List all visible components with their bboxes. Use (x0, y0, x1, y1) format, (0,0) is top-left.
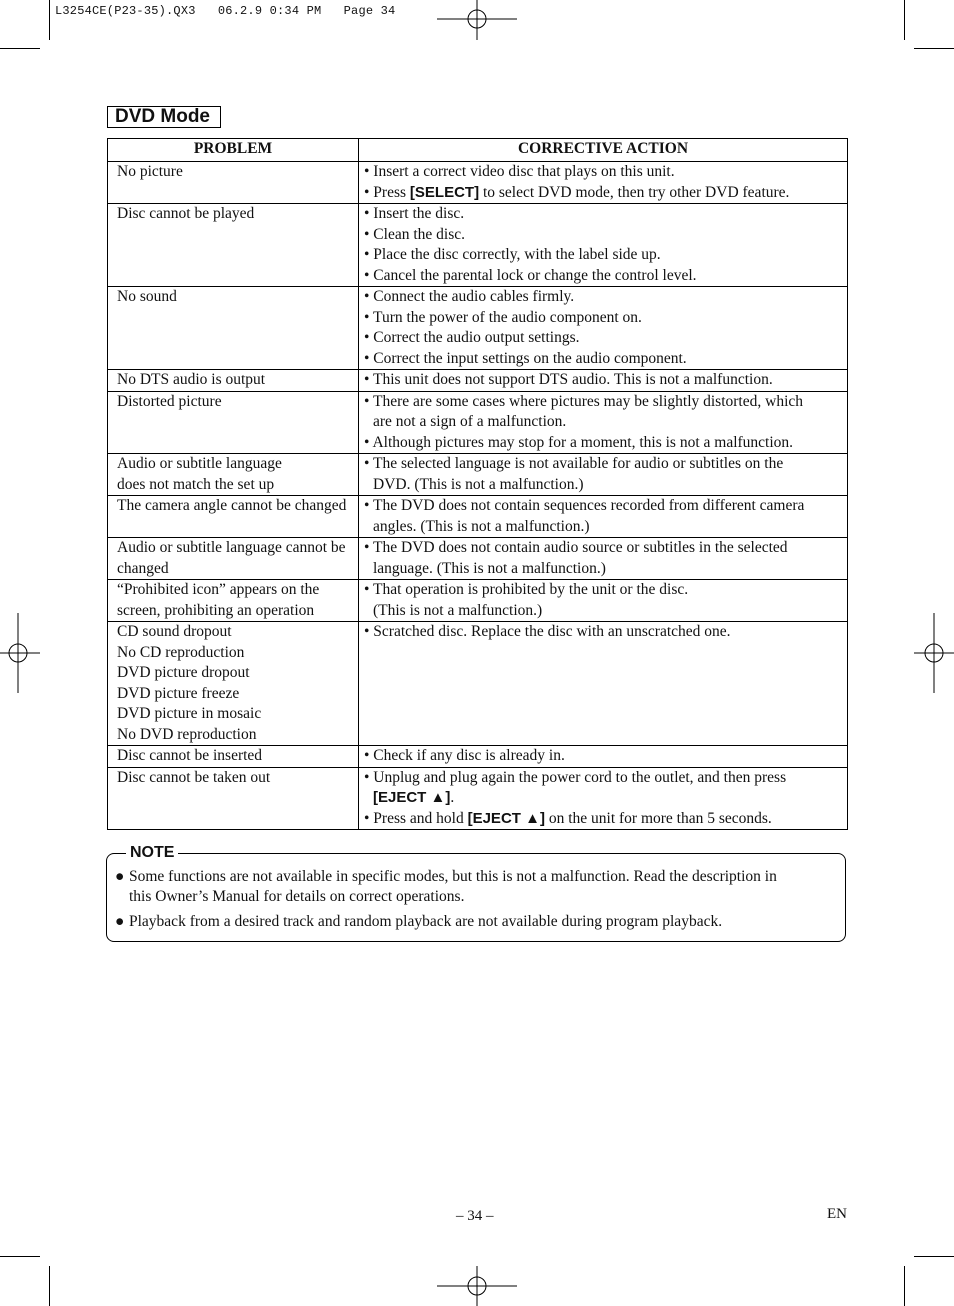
problem-cell (108, 391, 359, 454)
problem-text: Audio or subtitle language (117, 455, 282, 472)
corrective-action-cell (359, 538, 848, 580)
problem-cell (108, 454, 359, 496)
corrective-action-cell (359, 287, 848, 370)
crop-mark (904, 1266, 905, 1306)
table-row (108, 287, 848, 370)
action-text: • Press and hold (364, 809, 468, 827)
action-line (364, 183, 845, 204)
action-line: • There are some cases where pictures may be slightly distorted, which (364, 392, 804, 410)
crop-mark (904, 0, 905, 40)
button-key-label: [SELECT] (409, 183, 480, 201)
problem-text: Disc cannot be played (117, 205, 255, 222)
action-line: angles. (This is not a malfunction.) (373, 517, 590, 535)
problem-text: changed (117, 559, 169, 577)
page-number: – 34 – (456, 1208, 494, 1224)
table-row (108, 496, 848, 538)
corrective-action-cell (359, 391, 848, 454)
crop-mark (914, 48, 954, 49)
table-row (108, 204, 848, 287)
action-text: • Press (364, 183, 410, 201)
corrective-action-cell (359, 454, 848, 496)
bullet-icon: ● (115, 913, 125, 930)
action-line: • Place the disc correctly, with the label side up. (364, 246, 661, 263)
corrective-action-cell (359, 162, 848, 204)
troubleshooting-table (107, 138, 848, 830)
action-line: are not a sign of a malfunction. (373, 413, 567, 430)
action-line: • The DVD does not contain audio source or subtitles in the selected (364, 539, 788, 556)
problem-cell (108, 767, 359, 830)
action-line: • Scratched disc. Replace the disc with an unscratched one. (364, 623, 731, 640)
action-line: • Turn the power of the audio component on. (364, 308, 642, 326)
action-line: • Correct the audio output settings. (364, 329, 580, 346)
table-row (108, 391, 848, 454)
button-key-label: [EJECT ▲] (373, 789, 451, 806)
note-item (115, 912, 835, 932)
corrective-action-cell (359, 496, 848, 538)
problem-cell (108, 496, 359, 538)
problem-cell (108, 538, 359, 580)
language-code: EN (827, 1206, 847, 1222)
crop-mark (0, 48, 40, 49)
problem-text: No DVD reproduction (117, 725, 257, 743)
action-line: • Insert the disc. (364, 205, 465, 222)
problem-text: does not match the set up (117, 475, 275, 493)
crop-mark (0, 1256, 40, 1257)
problem-text: Distorted picture (117, 392, 222, 410)
action-line (364, 809, 845, 830)
crop-mark (49, 0, 50, 40)
registration-mark-right (914, 613, 954, 693)
action-line: • Cancel the parental lock or change the control level. (364, 266, 697, 284)
table-row (108, 767, 848, 830)
table-row (108, 370, 848, 392)
action-text: to select DVD mode, then try other DVD feature. (479, 183, 790, 201)
print-slug: L3254CE(P23-35).QX3 06.2.9 0:34 PM Page 34 (55, 4, 396, 18)
note-line: Playback from a desired track and random playback are not available during program playback. (129, 913, 723, 930)
action-line: • Correct the input settings on the audio component. (364, 349, 687, 367)
problem-text: No sound (117, 288, 177, 305)
problem-text: Disc cannot be inserted (117, 747, 263, 764)
problem-text: screen, prohibiting an operation (117, 601, 315, 619)
header-problem: PROBLEM (108, 139, 359, 162)
section-title: DVD Mode (107, 106, 221, 128)
problem-text: DVD picture freeze (117, 684, 240, 702)
problem-text: Audio or subtitle language cannot be (117, 539, 346, 556)
problem-cell (108, 622, 359, 746)
action-text: . (450, 789, 455, 806)
problem-text: No DTS audio is output (117, 371, 266, 388)
registration-mark-top (437, 0, 517, 40)
corrective-action-cell (359, 204, 848, 287)
action-line: • Although pictures may stop for a moment, this is not a malfunction. (364, 433, 794, 451)
problem-text: The camera angle cannot be changed (117, 497, 347, 514)
action-line: • Connect the audio cables firmly. (364, 288, 575, 305)
table-row (108, 746, 848, 768)
action-line: • Unplug and plug again the power cord to the outlet, and then press (364, 768, 787, 786)
table-row (108, 538, 848, 580)
problem-cell (108, 204, 359, 287)
note-item (115, 867, 835, 907)
registration-mark-left (0, 613, 40, 693)
action-line: • Check if any disc is already in. (364, 747, 565, 764)
action-line: • The DVD does not contain sequences recorded from different camera (364, 497, 805, 514)
table-body (108, 162, 848, 830)
table-row (108, 580, 848, 622)
problem-cell (108, 370, 359, 392)
action-line: DVD. (This is not a malfunction.) (373, 475, 584, 493)
action-line: • That operation is prohibited by the unit or the disc. (364, 581, 689, 598)
problem-text: No CD reproduction (117, 643, 245, 661)
action-line: • This unit does not support DTS audio. This is not a malfunction. (364, 371, 773, 388)
crop-mark (914, 1256, 954, 1257)
problem-text: DVD picture dropout (117, 664, 250, 681)
action-line: language. (This is not a malfunction.) (373, 559, 606, 577)
corrective-action-cell (359, 370, 848, 392)
corrective-action-cell (359, 767, 848, 830)
header-corrective-action: CORRECTIVE ACTION (359, 139, 848, 162)
note-line: this Owner’s Manual for details on correct operations. (129, 888, 465, 905)
problem-text: No picture (117, 163, 183, 180)
button-key-label: [EJECT ▲] (467, 809, 545, 827)
corrective-action-cell (359, 580, 848, 622)
table-row (108, 162, 848, 204)
problem-text: “Prohibited icon” appears on the (117, 581, 320, 598)
problem-cell (108, 746, 359, 768)
table-header-row (108, 139, 848, 162)
problem-text: Disc cannot be taken out (117, 768, 271, 786)
problem-text: DVD picture in mosaic (117, 705, 262, 722)
problem-cell (108, 287, 359, 370)
note-line: Some functions are not available in specific modes, but this is not a malfunction. Read the description in (129, 868, 777, 885)
action-line: • The selected language is not available for audio or subtitles on the (364, 455, 784, 472)
action-line (364, 788, 845, 809)
problem-cell (108, 580, 359, 622)
corrective-action-cell (359, 622, 848, 746)
problem-text: CD sound dropout (117, 623, 232, 640)
action-line: (This is not a malfunction.) (373, 601, 543, 619)
action-line: • Clean the disc. (364, 225, 465, 243)
registration-mark-bottom (437, 1266, 517, 1306)
bullet-icon: ● (115, 868, 125, 885)
table-row (108, 622, 848, 746)
crop-mark (49, 1266, 50, 1306)
problem-cell (108, 162, 359, 204)
corrective-action-cell (359, 746, 848, 768)
table-row (108, 454, 848, 496)
action-text: on the unit for more than 5 seconds. (544, 809, 772, 827)
action-line: • Insert a correct video disc that plays on this unit. (364, 163, 675, 180)
note-label: NOTE (126, 843, 178, 863)
